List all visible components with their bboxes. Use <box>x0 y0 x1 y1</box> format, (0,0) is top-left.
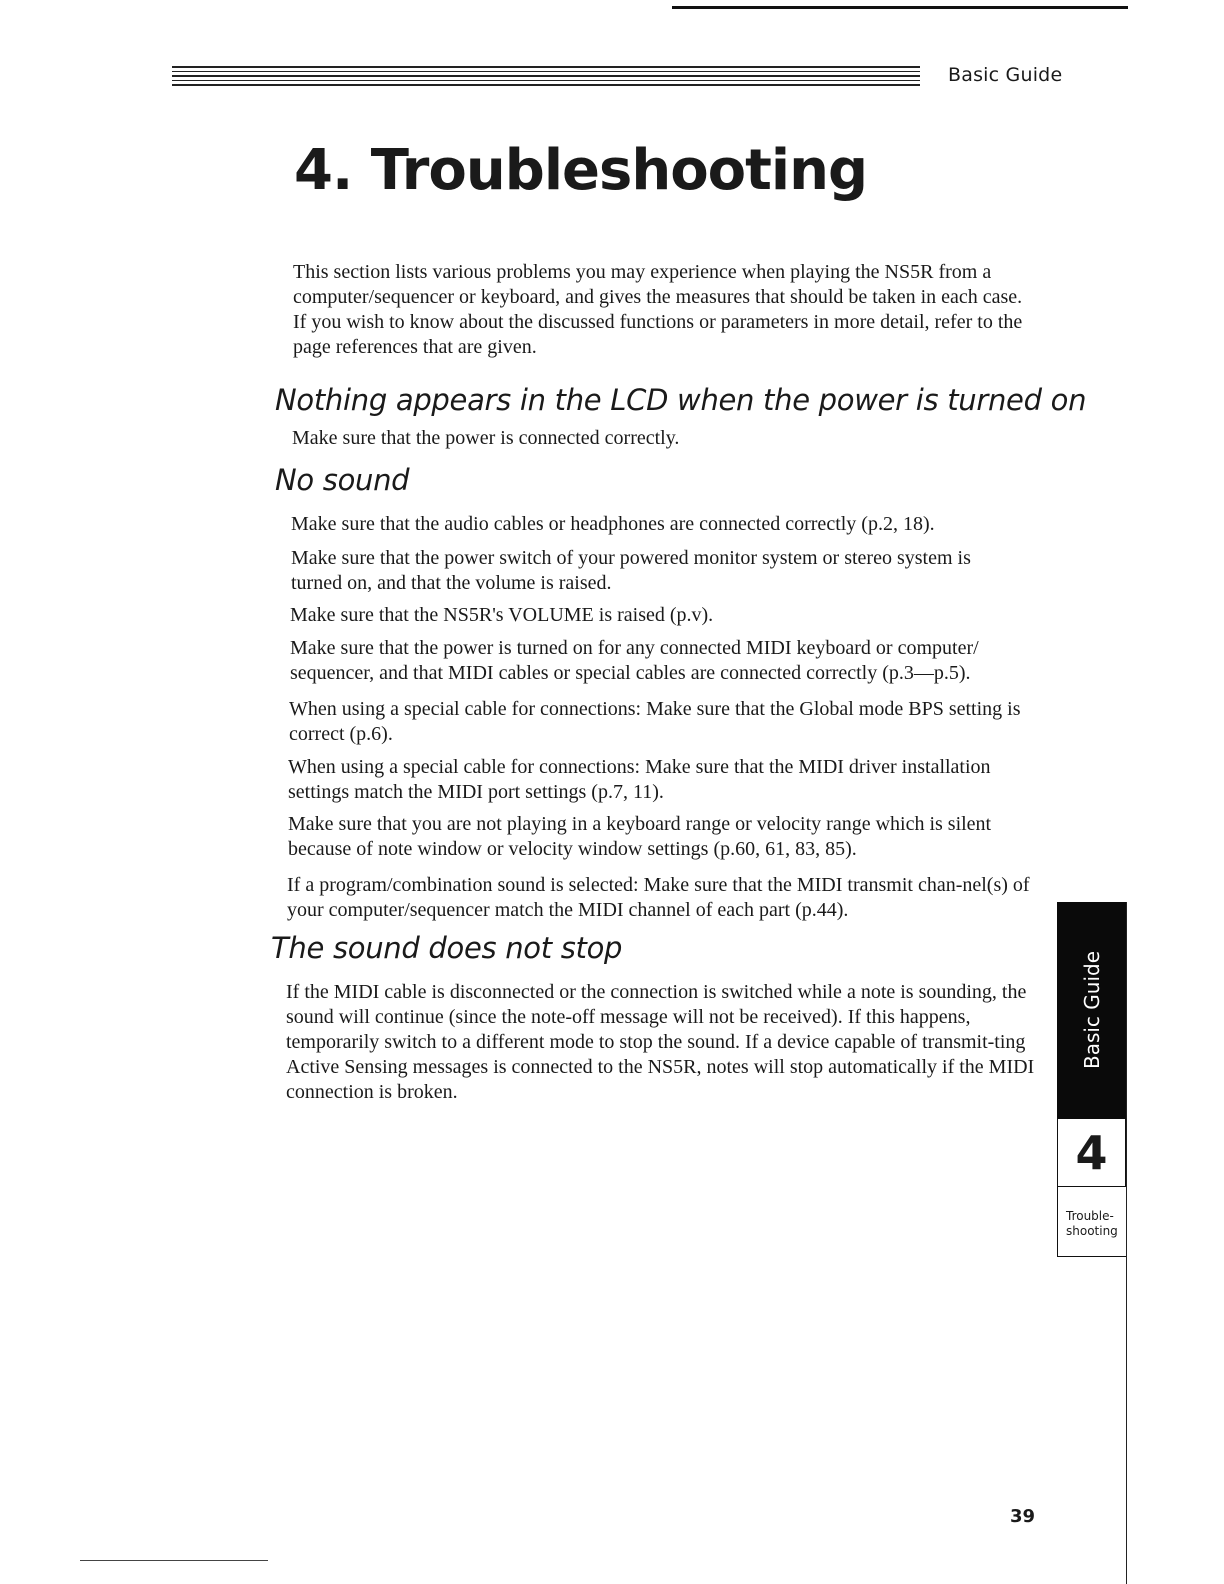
no-sound-item-2: Make sure that the power switch of your powered monitor system or stereo system is turned on, and that the volume is raised. <box>291 547 971 594</box>
chapter-label: Trouble- shooting <box>1057 1187 1127 1257</box>
no-sound-item-8: If a program/combination sound is selected: Make sure that the MIDI transmit chan-nel(s) of your computer/sequencer match the MIDI channel of each part (p.44). <box>287 874 1030 921</box>
no-sound-item-3: Make sure that the NS5R's VOLUME is raised (p.v). <box>290 604 714 626</box>
no-sound-item-5: When using a special cable for connections: Make sure that the Global mode BPS setting is correct (p.6). <box>289 698 1021 745</box>
side-tab-label: Basic Guide <box>1080 950 1104 1070</box>
section-heading-lcd: Nothing appears in the LCD when the power is turned on <box>275 383 1087 417</box>
intro-paragraph: This section lists various problems you may experience when playing the NS5R from a computer/sequencer or keyboard, and gives the measures that should be taken in each case. If you wish to know about the discussed functions or parameters in more detail, refer to the page references that are given. <box>293 261 1023 358</box>
section-heading-no-sound: No sound <box>275 463 410 497</box>
section-heading-sound-stop: The sound does not stop <box>271 931 623 965</box>
no-sound-item-7: Make sure that you are not playing in a keyboard range or velocity range which is silent because of note window or velocity window settings (p.60, 61, 83, 85). <box>288 813 992 860</box>
no-sound-item-1: Make sure that the audio cables or headphones are connected correctly (p.2, 18). <box>291 513 935 535</box>
lcd-item-1: Make sure that the power is connected correctly. <box>292 427 680 449</box>
no-sound-item-6: When using a special cable for connections: Make sure that the MIDI driver installation settings match the MIDI port settings (p.7, 11). <box>288 756 991 803</box>
header-rule-lines <box>172 66 920 88</box>
top-rule <box>672 6 1128 9</box>
running-head: Basic Guide <box>948 64 1063 86</box>
sound-stop-item-1: If the MIDI cable is disconnected or the connection is switched while a note is sounding, the sound will continue (since the note-off message will not be received). If this happens, temporarily switch to a different mode to stop the sound. If a device capable of transmit-ting Active Sensing messages is connected to the NS5R, notes will stop automatically if the MIDI connection is broken. <box>286 981 1035 1103</box>
right-edge-rule <box>1126 902 1127 1584</box>
page-number: 39 <box>1010 1506 1036 1527</box>
chapter-number: 4 <box>1057 1119 1126 1187</box>
page-title: 4. Troubleshooting <box>294 138 868 203</box>
footer-mark <box>80 1560 268 1561</box>
no-sound-item-4: Make sure that the power is turned on for any connected MIDI keyboard or computer/ sequencer, and that MIDI cables or special cables are connected correctly (p.3—p.5). <box>290 637 979 684</box>
